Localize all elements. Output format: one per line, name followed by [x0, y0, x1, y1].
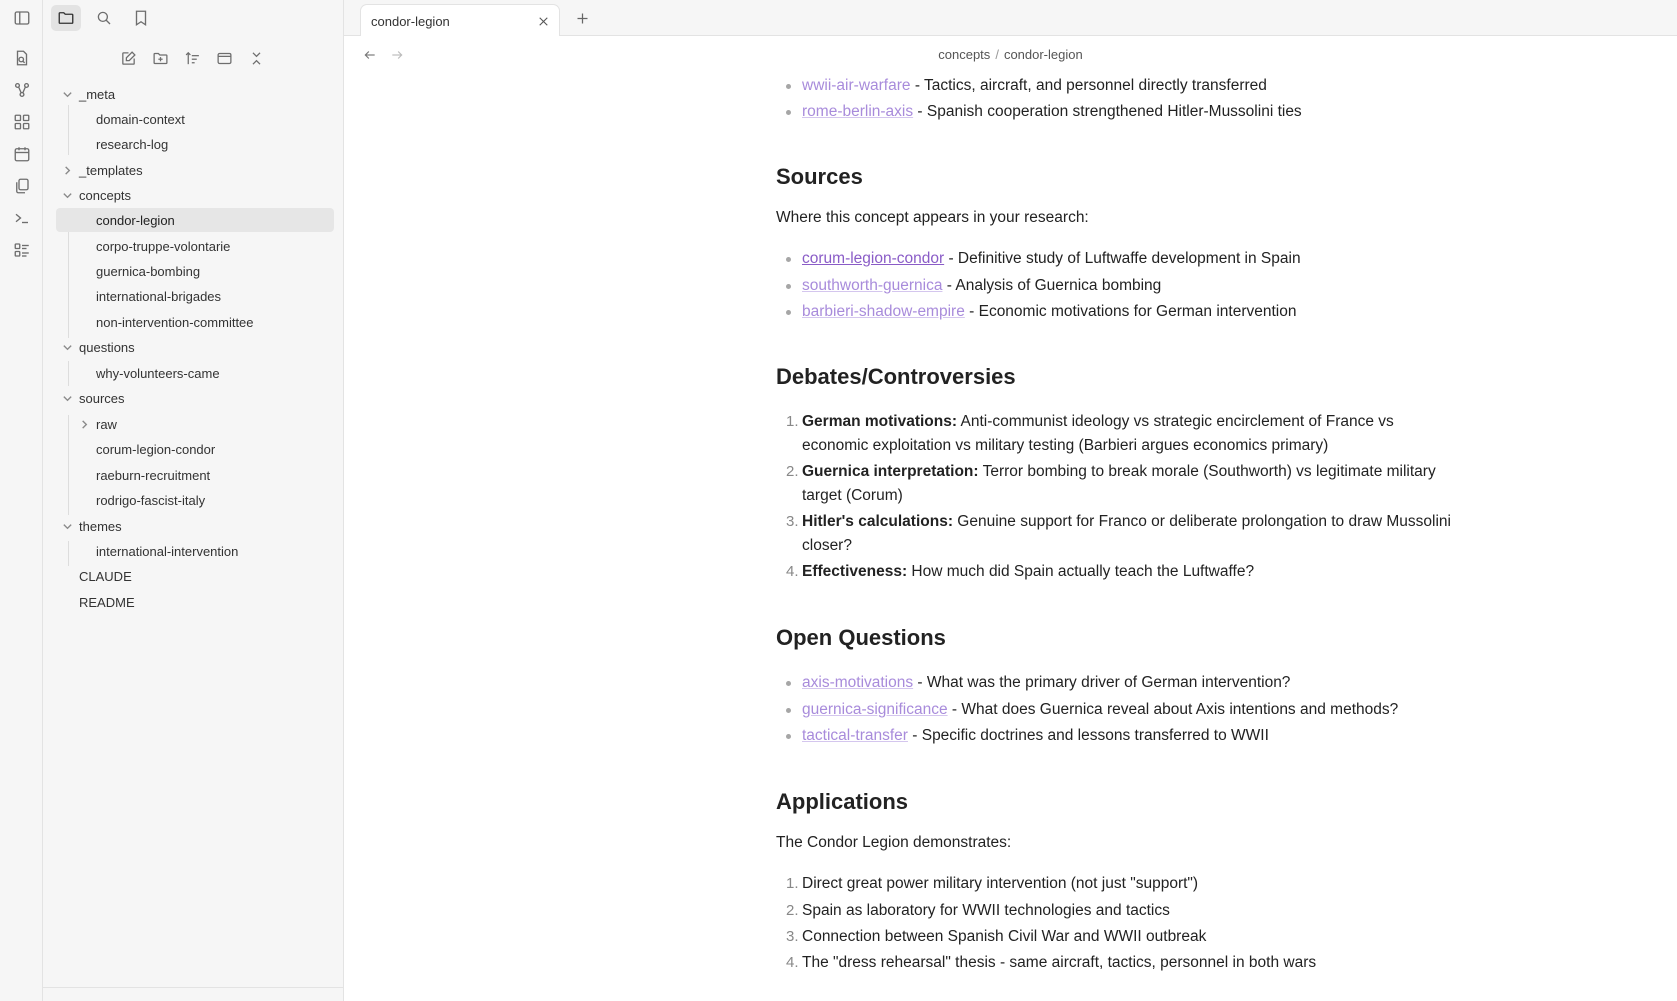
- breadcrumb-file[interactable]: condor-legion: [1003, 47, 1083, 62]
- tree-item-label: corpo-truppe-volontarie: [96, 238, 231, 254]
- list-item: [786, 899, 1482, 923]
- internal-link[interactable]: barbieri-shadow-empire: [802, 303, 965, 320]
- list-item-text: - Specific doctrines and lessons transferred to WWII: [907, 727, 1269, 744]
- tree-file-guernica-bombing[interactable]: [56, 259, 334, 283]
- list-item: [786, 460, 1482, 508]
- new-folder-button[interactable]: [147, 45, 173, 71]
- breadcrumb-folder[interactable]: concepts: [938, 47, 991, 62]
- auto-reveal-button[interactable]: [211, 45, 237, 71]
- list-item-text: - Tactics, aircraft, and personnel directly transferred: [910, 77, 1267, 94]
- list-item: [786, 410, 1482, 458]
- list-item-text: target (Corum): [802, 487, 903, 504]
- tree-item-label: concepts: [79, 187, 132, 203]
- tree-file-corpo-truppe-volontarie[interactable]: [56, 234, 334, 258]
- list-item: [786, 925, 1482, 949]
- list-item: [802, 671, 1482, 695]
- new-folder-icon: [152, 50, 169, 67]
- tree-item-label: rodrigo-fascist-italy: [96, 492, 206, 508]
- internal-link[interactable]: rome-berlin-axis: [802, 103, 914, 120]
- new-note-icon: [120, 50, 137, 67]
- toggle-sidebar-icon[interactable]: [11, 7, 33, 29]
- list-item-text: - Definitive study of Luftwaffe development in Spain: [944, 250, 1301, 267]
- search-tab-button[interactable]: [89, 5, 119, 31]
- tree-file-corum-legion-condor[interactable]: [56, 437, 334, 461]
- tree-item-label: international-intervention: [96, 543, 239, 559]
- list-number: 3.: [786, 513, 799, 530]
- list-item-text: Genuine support for Franco or deliberate prolongation to draw Mussolini: [952, 513, 1451, 530]
- list-item: [802, 300, 1482, 324]
- bullet: [786, 734, 791, 739]
- list-item: [802, 247, 1482, 271]
- tree-item-label: research-log: [96, 136, 169, 152]
- list-item-text: Terror bombing to break morale (Southworth) vs legitimate military: [978, 463, 1436, 480]
- open-quick-switcher-icon[interactable]: [11, 47, 33, 69]
- heading-debates: Debates/Controversies: [776, 364, 1016, 389]
- list-item-text: Anti-communist ideology vs strategic encirclement of France vs: [957, 413, 1394, 430]
- list-item-bold: Effectiveness:: [802, 563, 908, 580]
- tab-bar: [344, 0, 1677, 36]
- internal-link[interactable]: tactical-transfer: [802, 727, 908, 744]
- list-item: [802, 698, 1482, 722]
- chevron-down-icon: [60, 188, 74, 202]
- list-item-bold: Guernica interpretation:: [802, 463, 979, 480]
- tree-item-label: raw: [96, 416, 117, 432]
- reveal-icon: [216, 50, 233, 67]
- list-number: 4.: [786, 563, 799, 580]
- tree-item-label: CLAUDE: [79, 568, 132, 584]
- tree-file-non-intervention-committee[interactable]: [56, 310, 334, 334]
- list-item: [786, 872, 1482, 896]
- tree-folder-sources[interactable]: [56, 386, 334, 410]
- tree-file-international-intervention[interactable]: [56, 539, 334, 563]
- internal-link[interactable]: axis-motivations: [802, 674, 914, 691]
- heading-applications: Applications: [776, 789, 909, 814]
- list-number: 2.: [786, 463, 799, 480]
- chevron-down-icon: [60, 87, 74, 101]
- heading-sources: Sources: [776, 164, 863, 189]
- tree-item-label: _meta: [79, 86, 116, 102]
- file-explorer-actions: [115, 45, 315, 71]
- internal-link[interactable]: southworth-guernica: [802, 277, 943, 294]
- bullet: [786, 284, 791, 289]
- list-item-text: economic exploitation vs military testing (Barbieri argues economics primary): [802, 437, 1329, 454]
- list-item-text: Connection between Spanish Civil War and WWII outbreak: [802, 928, 1207, 945]
- list-item-text: - What does Guernica reveal about Axis intentions and methods?: [947, 701, 1399, 718]
- list-item-bold: Hitler's calculations:: [802, 513, 953, 530]
- files-tab-button[interactable]: [51, 5, 81, 31]
- tree-item-label: non-intervention-committee: [96, 314, 254, 330]
- paragraph: Where this concept appears in your research:: [776, 209, 1089, 226]
- chevron-down-icon: [60, 391, 74, 405]
- paragraph: The Condor Legion demonstrates:: [776, 834, 1012, 851]
- heading-open-questions: Open Questions: [776, 625, 946, 650]
- tree-item-label: corum-legion-condor: [96, 441, 216, 457]
- search-icon: [95, 9, 113, 27]
- tree-item-label: README: [79, 594, 135, 610]
- tree-folder-raw[interactable]: [56, 412, 334, 436]
- close-icon[interactable]: [535, 13, 551, 29]
- collapse-all-button[interactable]: [243, 45, 269, 71]
- internal-link[interactable]: corum-legion-condor: [802, 250, 945, 267]
- graph-view-icon[interactable]: [11, 79, 33, 101]
- list-number: 1.: [786, 413, 799, 430]
- chevron-down-icon: [60, 519, 74, 533]
- list-item: [786, 951, 1482, 975]
- tree-folder-templates[interactable]: [56, 158, 334, 182]
- breadcrumb: [344, 47, 1677, 62]
- chevron-right-icon: [77, 417, 91, 431]
- list-item: [786, 560, 1482, 584]
- tree-file-raeburn-recruitment[interactable]: [56, 463, 334, 487]
- list-item: [786, 510, 1482, 558]
- internal-link[interactable]: guernica-significance: [802, 701, 948, 718]
- tab-condor-legion[interactable]: [360, 4, 560, 37]
- canvas-icon[interactable]: [11, 111, 33, 133]
- bullet: [786, 84, 791, 89]
- bullet: [786, 708, 791, 713]
- tree-item-label: domain-context: [96, 111, 185, 127]
- bullet: [786, 257, 791, 262]
- list-number: 2.: [786, 902, 799, 919]
- list-item: [802, 274, 1482, 298]
- breadcrumb-separator: /: [995, 47, 999, 62]
- chevron-down-icon: [60, 340, 74, 354]
- change-sort-order-button[interactable]: [179, 45, 205, 71]
- tree-item-label: themes: [79, 518, 122, 534]
- bookmark-icon: [132, 9, 150, 27]
- list-item-text: Spain as laboratory for WWII technologies and tactics: [802, 902, 1170, 919]
- folder-icon: [57, 9, 75, 27]
- list-item-bold: German motivations:: [802, 413, 958, 430]
- terminal-icon[interactable]: [11, 207, 33, 229]
- tree-item-label: why-volunteers-came: [96, 365, 220, 381]
- list-item: [802, 724, 1482, 748]
- list-number: 3.: [786, 928, 799, 945]
- list-item-text: - What was the primary driver of German intervention?: [913, 674, 1291, 691]
- tree-item-label: questions: [79, 339, 135, 355]
- tree-folder-concepts[interactable]: [56, 183, 334, 207]
- tree-item-label: _templates: [79, 162, 143, 178]
- file-explorer-sidebar: [43, 0, 344, 1001]
- list-number: 1.: [786, 875, 799, 892]
- tree-file-condor-legion[interactable]: [56, 208, 334, 232]
- tree-folder-themes[interactable]: [56, 514, 334, 538]
- bullet: [786, 681, 791, 686]
- list-item-text: - Economic motivations for German intervention: [964, 303, 1297, 320]
- list-item-text: How much did Spain actually teach the Luftwaffe?: [907, 563, 1255, 580]
- collapse-all-icon: [248, 50, 265, 67]
- list-item-text: closer?: [802, 537, 852, 554]
- ribbon: [0, 0, 43, 1001]
- templates-icon[interactable]: [11, 175, 33, 197]
- list-item-text: Direct great power military intervention (not just "support"): [802, 875, 1199, 892]
- tree-item-label: guernica-bombing: [96, 263, 201, 279]
- tree-file-rodrigo-fascist-italy[interactable]: [56, 488, 334, 512]
- view-header: [344, 36, 1677, 74]
- tree-item-label: international-brigades: [96, 288, 222, 304]
- tree-item-label: condor-legion: [96, 212, 175, 228]
- tree-file-international-brigades[interactable]: [56, 284, 334, 308]
- list-item: [802, 100, 1482, 124]
- list-item-text: - Analysis of Guernica bombing: [942, 277, 1162, 294]
- tree-folder-meta[interactable]: [56, 82, 334, 106]
- tree-file-domain-context[interactable]: [56, 107, 334, 131]
- list-item-text: The "dress rehearsal" thesis - same aircraft, tactics, personnel in both wars: [802, 954, 1317, 971]
- bookmarks-tab-button[interactable]: [126, 5, 156, 31]
- list-number: 4.: [786, 954, 799, 971]
- new-note-button[interactable]: [115, 45, 141, 71]
- tree-item-label: raeburn-recruitment: [96, 467, 211, 483]
- sidebar-tab-header: [43, 0, 344, 36]
- chevron-right-icon: [60, 163, 74, 177]
- sort-icon: [184, 50, 201, 67]
- tree-file-why-volunteers-came[interactable]: [56, 361, 334, 385]
- tab-title: condor-legion: [371, 14, 450, 29]
- tree-folder-questions[interactable]: [56, 335, 334, 359]
- tree-file-claude[interactable]: [56, 564, 334, 588]
- list-item: [802, 74, 1482, 98]
- calendar-icon[interactable]: [11, 143, 33, 165]
- list-item-text: - Spanish cooperation strengthened Hitler-Mussolini ties: [913, 103, 1302, 120]
- tree-file-readme[interactable]: [56, 590, 334, 614]
- bullet: [786, 110, 791, 115]
- outline-list-icon[interactable]: [11, 239, 33, 261]
- internal-link[interactable]: wwii-air-warfare: [802, 77, 911, 94]
- tree-item-label: sources: [79, 390, 125, 406]
- plus-icon[interactable]: [572, 8, 592, 28]
- bullet: [786, 310, 791, 315]
- sidebar-footer: [43, 987, 344, 1001]
- tree-file-research-log[interactable]: [56, 132, 334, 156]
